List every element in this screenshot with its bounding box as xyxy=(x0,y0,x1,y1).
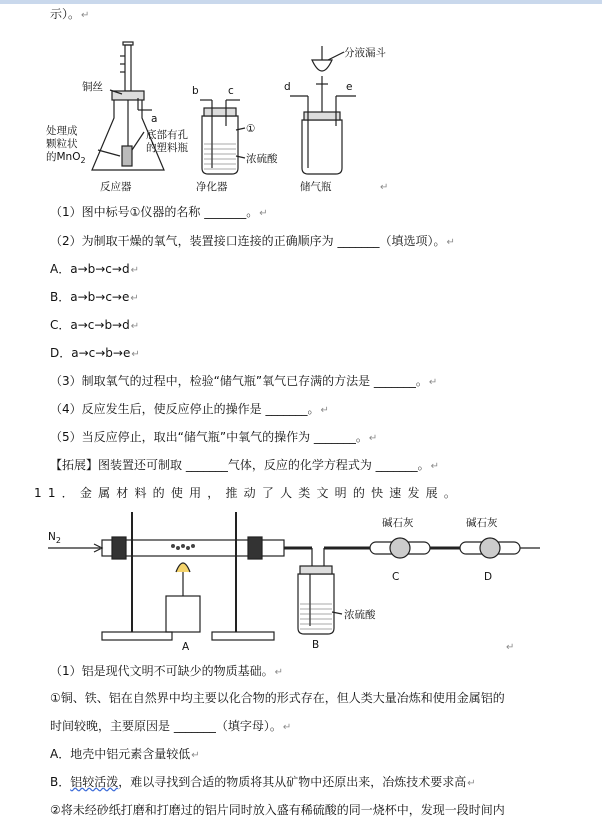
label-soda-lime-c: 碱石灰 xyxy=(382,517,414,529)
label-port-d: d xyxy=(284,81,291,93)
purifier-bottle xyxy=(202,116,238,174)
caption-storage: 储气瓶 xyxy=(300,181,332,193)
return-mark-figure2: ↵ xyxy=(506,642,515,653)
label-port-c: c xyxy=(228,85,234,97)
label-apparatus-d: D xyxy=(484,571,493,583)
extension-question: 【拓展】图装置还可制取 _______气体，反应的化学方程式为 _______。↵ xyxy=(50,458,440,472)
option-c: C．a→c→b→d↵ xyxy=(50,318,140,332)
flame xyxy=(176,563,190,572)
soda-lime-c xyxy=(390,538,410,558)
q11-part-1: （1）铝是现代文明不可缺少的物质基础。↵ xyxy=(50,664,284,678)
return-mark-figure1: ↵ xyxy=(380,182,389,193)
question-2: （2）为制取干燥的氧气，装置接口连接的正确顺序为 _______（填选项）。↵ xyxy=(50,234,455,248)
label-apparatus-c: C xyxy=(392,571,400,583)
label-port-e: e xyxy=(346,81,353,93)
question-3: （3）制取氧气的过程中，检验“储气瓶”氧气已存满的方法是 _______。↵ xyxy=(50,374,438,388)
label-mno2-1: 处理成 xyxy=(46,125,78,137)
page-top-border xyxy=(0,0,602,4)
label-mno2-2: 颗粒状 xyxy=(46,138,78,150)
label-mno2-3: 的MnO$_2$ xyxy=(46,151,86,165)
label-sep-funnel: 分液漏斗 xyxy=(344,47,386,59)
bottle-b-stopper xyxy=(300,566,332,574)
figure-oxygen-apparatus xyxy=(40,38,420,198)
top-cut-line: 示）。↵ xyxy=(50,7,90,21)
q11-part-1-i-line2: 时间较晚，主要原因是 _______（填字母）。↵ xyxy=(50,719,292,733)
question-4: （4）反应发生后，使反应停止的操作是 _______。↵ xyxy=(50,402,329,416)
label-circle-one: ① xyxy=(246,123,256,135)
label-bottle-desc-1: 底部有孔 xyxy=(146,129,188,141)
alcohol-burner xyxy=(166,596,200,632)
caption-purifier: 净化器 xyxy=(196,181,228,193)
label-bottle-desc-2: 的塑料瓶 xyxy=(146,142,188,154)
stand-base-right xyxy=(212,632,274,640)
label-soda-lime-d: 碱石灰 xyxy=(466,517,498,529)
question-11-title: 11．金属材料的使用，推动了人类文明的快速发展。 xyxy=(34,486,463,500)
q11-part-1-ii: ②将未经砂纸打磨和打磨过的铝片同时放入盛有稀硫酸的同一烧杯中，发现一段时间内 xyxy=(50,803,505,817)
figure-metal-apparatus xyxy=(40,508,570,654)
syringe-barrel xyxy=(125,45,131,91)
label-apparatus-b: B xyxy=(312,639,320,651)
q11-option-b: B．铝较活泼，难以寻找到合适的物质将其从矿物中还原出来，冶炼技术要求高↵ xyxy=(50,775,476,789)
label-port-a: a xyxy=(151,113,158,125)
tube-clamp-right xyxy=(248,537,262,559)
purifier-stopper xyxy=(204,108,236,116)
option-a: A．a→b→c→d↵ xyxy=(50,262,139,276)
stand-base-left xyxy=(102,632,172,640)
separatory-funnel xyxy=(312,46,332,71)
question-5: （5）当反应停止，取出“储气瓶”中氧气的操作为 _______。↵ xyxy=(50,430,378,444)
storage-stopper xyxy=(304,112,340,120)
label-copper-wire: 铜丝 xyxy=(82,81,103,93)
option-d: D．a→c→b→e↵ xyxy=(50,346,140,360)
question-1: （1）图中标号①仪器的名称 _______。↵ xyxy=(50,205,268,219)
option-b: B．a→b→c→e↵ xyxy=(50,290,139,304)
label-conc-sulfuric-2: 浓硫酸 xyxy=(344,609,376,621)
label-port-b: b xyxy=(192,85,199,97)
plastic-bottle xyxy=(122,146,132,166)
q11-option-a: A．地壳中铝元素含量较低↵ xyxy=(50,747,200,761)
caption-reactor: 反应器 xyxy=(100,181,132,193)
soda-lime-d xyxy=(480,538,500,558)
q11-part-1-i-line1: ①铜、铁、铝在自然界中均主要以化合物的形式存在，但人类大量冶炼和使用金属铝的 xyxy=(50,691,505,705)
label-conc-sulfuric-1: 浓硫酸 xyxy=(246,153,278,165)
tube-clamp-left xyxy=(112,537,126,559)
label-n2: $N_2$ xyxy=(48,531,61,545)
label-apparatus-a: A xyxy=(182,641,190,653)
